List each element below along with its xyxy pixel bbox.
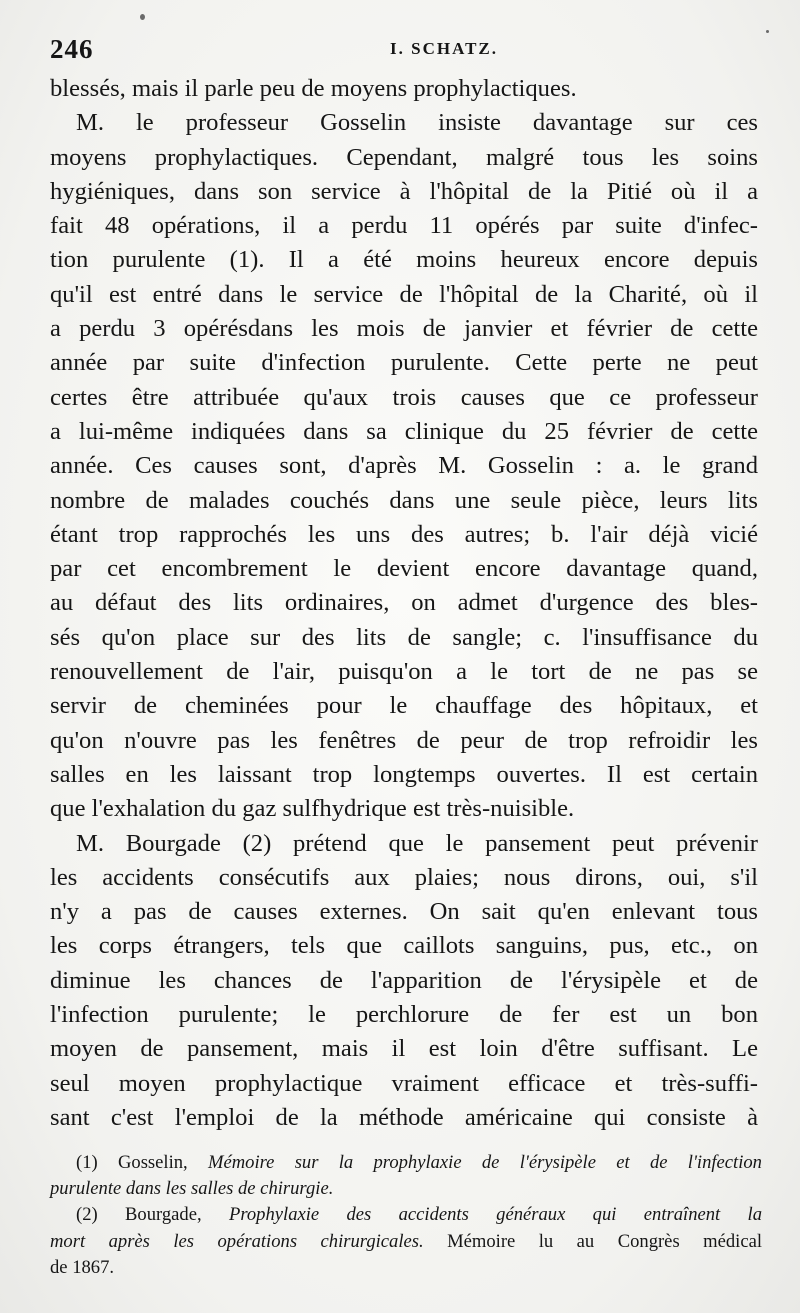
text-line: sés qu'on place sur des lits de sangle; c. l'insuffisance du <box>50 623 758 651</box>
text-line: étant trop rapprochés les uns des autres; b. l'air déjà vicié <box>50 520 758 548</box>
text-line: salles en les laissant trop longtemps ouvertes. Il est certain <box>50 760 758 788</box>
page-number: 246 <box>50 34 94 64</box>
text-line: nombre de malades couchés dans une seule pièce, leurs lits <box>50 486 758 514</box>
text-line: au défaut des lits ordinaires, on admet d'urgence des bles- <box>50 589 758 617</box>
text-line: blessés, mais il parle peu de moyens prophylactiques. <box>50 75 577 102</box>
footnote-1-title-cont: purulente dans les salles de chirurgie. <box>50 1178 334 1200</box>
ink-speck <box>766 30 769 33</box>
text-line: diminue les chances de l'apparition de l'érysipèle et de <box>50 966 758 994</box>
text-line: que l'exhalation du gaz sulfhydrique est très-nuisible. <box>50 795 575 823</box>
footnote-1-line-2 <box>50 1176 762 1202</box>
text-line: les corps étrangers, tels que caillots sanguins, pus, etc., on <box>50 932 758 960</box>
footnote-1-title: Mémoire sur la prophylaxie de l'érysipèle et de l'infection <box>207 1152 762 1173</box>
text-line: M. Bourgade (2) prétend que le pansement peut prévenir <box>76 829 758 857</box>
footnote-2-title: Prophylaxie des accidents généraux qui entraînent la <box>228 1204 763 1226</box>
text-line: renouvellement de l'air, puisqu'on a le tort de ne pas se <box>50 658 758 686</box>
footnote-1-author: Gosselin, <box>117 1152 188 1173</box>
text-line: année par suite d'infection purulente. Cette perte ne peut <box>50 349 758 377</box>
page-header <box>50 34 760 68</box>
text-line: servir de cheminées pour le chauffage des hôpitaux, et <box>50 692 758 720</box>
text-line: fait 48 opérations, il a perdu 11 opérés par suite d'infec- <box>50 212 758 240</box>
footnotes <box>50 1150 762 1281</box>
text-line: n'y a pas de causes externes. On sait qu'en enlevant tous <box>50 898 758 926</box>
text-line: année. Ces causes sont, d'après M. Gosselin : a. le grand <box>50 452 758 480</box>
footnote-2-line-3 <box>50 1255 762 1281</box>
text-line: qu'on n'ouvre pas les fenêtres de peur de trop refroidir les <box>50 726 758 754</box>
text-line: certes être attribuée qu'aux trois causes que ce professeur <box>50 383 758 411</box>
text-line: qu'il est entré dans le service de l'hôpital de la Charité, où il <box>50 280 758 308</box>
text-line: a perdu 3 opérésdans les mois de janvier et février de cette <box>50 315 758 343</box>
ink-speck <box>140 14 145 20</box>
text-line: a lui-même indiquées dans sa clinique du 25 février de cette <box>50 417 758 445</box>
running-head: I. SCHATZ. <box>390 39 499 58</box>
text-line: M. le professeur Gosselin insiste davantage sur ces <box>76 109 758 137</box>
footnote-2-line-1 <box>50 1202 762 1228</box>
text-line: les accidents consécutifs aux plaies; nous dirons, oui, s'il <box>50 863 758 891</box>
body-text <box>50 72 758 1135</box>
text-line: tion purulente (1). Il a été moins heureux encore depuis <box>50 246 758 274</box>
text-line: par cet encombrement le devient encore davantage quand, <box>50 555 758 583</box>
text-line: moyen de pansement, mais il est loin d'être suffisant. Le <box>50 1035 758 1063</box>
text-line: sant c'est l'emploi de la méthode américaine qui consiste à <box>50 1103 758 1131</box>
footnote-2-marker: (2) <box>76 1204 98 1226</box>
text-line: moyens prophylactiques. Cependant, malgré tous les soins <box>50 143 758 171</box>
text-line: seul moyen prophylactique vraiment efficace et très-suffi- <box>50 1069 758 1097</box>
footnote-2-title-cont: mort après les opérations chirurgicales. <box>50 1230 424 1252</box>
footnote-1-line-1 <box>50 1150 762 1176</box>
text-line: hygiéniques, dans son service à l'hôpital de la Pitié où il a <box>50 177 758 205</box>
footnote-1-marker: (1) <box>76 1152 98 1173</box>
text-line: l'infection purulente; le perchlorure de fer est un bon <box>50 1001 758 1029</box>
footnote-2-line-2 <box>50 1229 762 1255</box>
footnote-2-note: Mémoire lu au Congrès médical <box>447 1230 762 1252</box>
footnote-2-author: Bourgade, <box>125 1204 202 1226</box>
footnote-2-year: de 1867. <box>50 1256 115 1278</box>
